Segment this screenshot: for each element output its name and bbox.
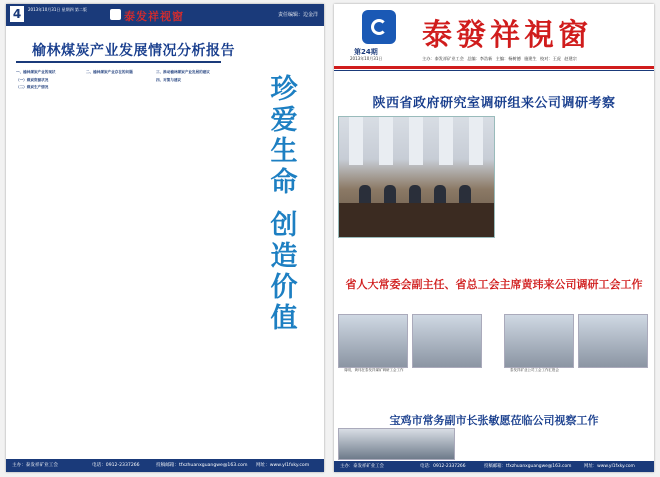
section-heading: 二、榆林煤炭产业存在的问题 bbox=[86, 70, 133, 74]
article-column-1 bbox=[16, 68, 80, 453]
slogan-char: 造 bbox=[270, 241, 298, 272]
left-masthead: 泰发祥视窗 bbox=[124, 10, 184, 23]
photo-2 bbox=[412, 314, 482, 368]
caption-right: 泰发祥矿业公司工会工作汇报会 bbox=[510, 368, 559, 372]
headline-1: 陕西省政府研究室调研组来公司调研考察 bbox=[372, 96, 616, 111]
right-page bbox=[334, 4, 654, 472]
right-footer bbox=[334, 461, 654, 472]
article-2-text bbox=[338, 376, 648, 408]
masthead-logo-icon bbox=[110, 9, 121, 20]
article-1-text bbox=[499, 116, 649, 266]
photo-3 bbox=[504, 314, 574, 368]
left-page bbox=[6, 4, 324, 472]
article-column-2 bbox=[86, 68, 150, 453]
editor-credit: 责任编辑：边金洋 bbox=[277, 12, 318, 18]
article-3-text bbox=[458, 428, 648, 458]
headline-3: 宝鸡市常务副市长张敏愿莅临公司视察工作 bbox=[389, 414, 599, 427]
slogan-char: 珍 bbox=[270, 74, 298, 105]
footer-publisher: 主办：泰发祥矿业工会 bbox=[12, 463, 58, 468]
slogan-char: 命 bbox=[270, 167, 298, 198]
footer-publisher: 主办：泰发祥矿业工会 bbox=[340, 464, 384, 469]
photo-4 bbox=[578, 314, 648, 368]
left-footer bbox=[6, 459, 324, 472]
slogan-char: 生 bbox=[270, 136, 298, 167]
headline-2: 省人大常委会副主任、省总工会主席黄玮来公司调研工会工作 bbox=[345, 278, 643, 291]
caption-left: 周明，黄玮在泰发祥煤矿调研工会工作 bbox=[344, 368, 404, 372]
slogan-char: 爱 bbox=[270, 105, 298, 136]
footer-phone: 电话：0912-2337266 bbox=[420, 464, 466, 469]
page-number: 4 bbox=[10, 6, 24, 22]
right-header bbox=[334, 4, 654, 66]
issue-number: 第24期 bbox=[354, 48, 378, 56]
title-rule bbox=[16, 61, 221, 63]
footer-web: 网址：www.yl1fxky.com bbox=[584, 464, 635, 469]
slogan-char: 价 bbox=[270, 272, 298, 303]
meeting-photo bbox=[338, 116, 495, 238]
slogan-char: 创 bbox=[270, 210, 298, 241]
section-heading: 四、对策与建议 bbox=[156, 77, 182, 82]
photo-1 bbox=[338, 314, 408, 368]
section-heading: 三、推动榆林煤炭产业发展的建议 bbox=[156, 70, 210, 74]
article-title: 榆林煤炭产业发展情况分析报告 bbox=[32, 43, 235, 59]
header-meta: 2013年10月31日 星期四 第二版 bbox=[28, 7, 87, 12]
masthead-rule bbox=[334, 66, 654, 69]
company-logo-icon bbox=[362, 10, 396, 44]
footer-email: 投稿邮箱：tfxzhuanxguangwe@163.com bbox=[484, 464, 572, 469]
footer-web: 网址：www.yl1fxky.com bbox=[256, 463, 310, 468]
issue-date: 2013年10月31日 bbox=[350, 56, 383, 61]
section-heading: 一、榆林煤炭产业的现状 bbox=[16, 70, 56, 74]
section-heading: （一）煤炭资源状况 bbox=[16, 77, 49, 82]
footer-phone: 电话：0912-2337266 bbox=[92, 463, 140, 468]
article-column-3 bbox=[156, 68, 220, 453]
photo-5 bbox=[338, 428, 455, 460]
slogan-char: 值 bbox=[270, 303, 298, 334]
right-masthead: 泰發祥視窗 bbox=[422, 18, 592, 53]
masthead-rule bbox=[334, 70, 654, 71]
section-heading: （二）煤炭生产情况 bbox=[16, 85, 49, 90]
footer-email: 投稿邮箱：tfxzhuanxguangwe@163.com bbox=[156, 463, 248, 468]
credits-line: 主办：泰发祥矿业工会 总编：李浩新 主编：杨树德 施建生 校对：王虎 赵建宗 bbox=[422, 56, 577, 61]
left-header bbox=[6, 4, 324, 26]
vertical-slogan bbox=[251, 74, 317, 334]
